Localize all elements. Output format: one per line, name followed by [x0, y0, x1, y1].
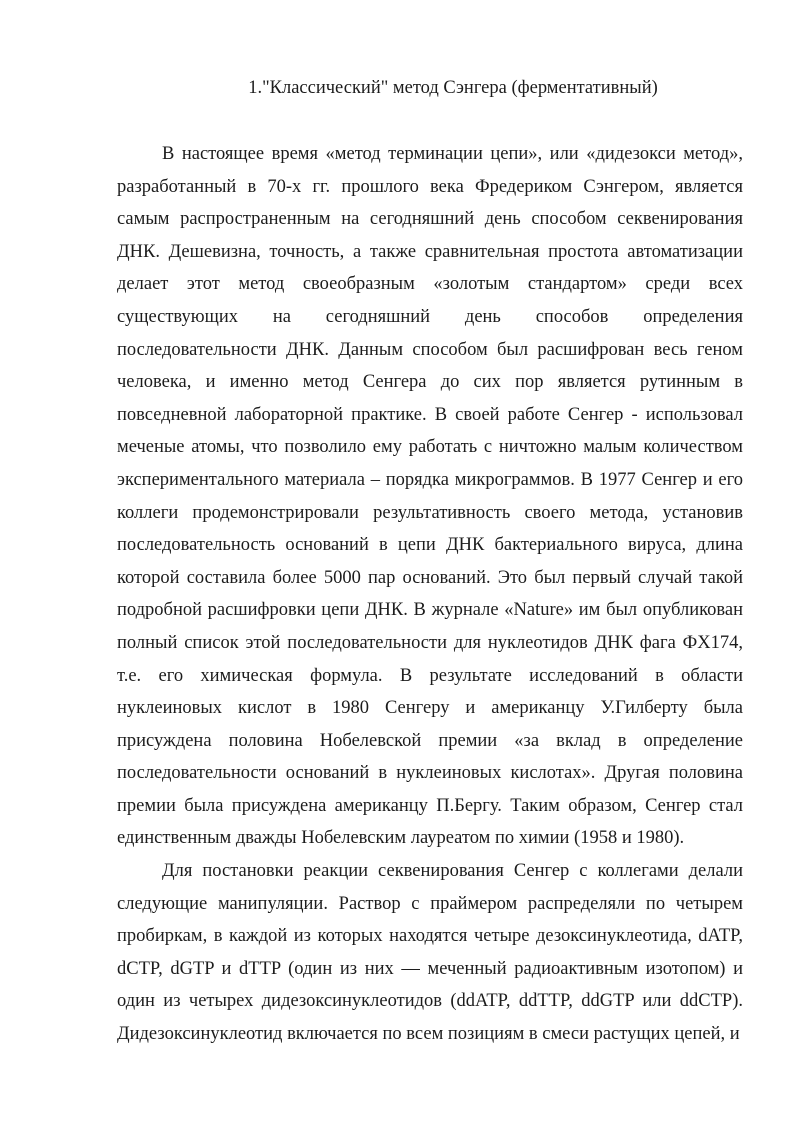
paragraph-sanger-history: В настоящее время «метод терминации цепи», или «дидезокси метод», разработанный в 70-х гг. прошлого века Фредериком Сэнгером, является самым распространенным на сегодняшний день способом секвенирования ДНК. Дешевизна, точность, а также сравнительная простота автоматизации делает этот метод своеобразным «золотым стандартом» среди всех существующих на сегодняшний день способов определения последовательности ДНК. Данным способом был расшифрован весь геном человека, и именно метод Сенгера до сих пор является рутинным в повседневной лабораторной практике. В своей работе Сенгер - использовал меченые атомы, что позволило ему работать с ничтожно малым количеством экспериментального материала – порядка микрограммов. В 1977 Сенгер и его коллеги продемонстрировали результативность своего метода, установив последовательность оснований в цепи ДНК бактериального вируса, длина которой составила более 5000 пар оснований. Это был первый случай такой подробной расшифровки цепи ДНК. В журнале «Nature» им был опубликован полный список этой последовательности для нуклеотидов ДНК фага ФХ174, т.е. его химическая формула. В результате исследований в области нуклеиновых кислот в 1980 Сенгеру и американцу У.Гилберту была присуждена половина Нобелевской премии «за вклад в определение последовательности оснований в нуклеиновых кислотах». Другая половина премии была присуждена американцу П.Бергу. Таким образом, Сенгер стал единственным дважды Нобелевским лауреатом по химии (1958 и 1980). — [117, 144, 743, 849]
section-heading: 1."Классический" метод Сэнгера (ферментативный) — [248, 78, 658, 98]
paragraph-sequencing-procedure: Для постановки реакции секвенирования Сенгер с коллегами делали следующие манипуляции. Раствор с праймером распределяли по четырем пробиркам, в каждой из которых находятся четыре дезоксинуклеотида, dATP, dCTP, dGTP и dTTP (один из них — меченный радиоактивным изотопом) и один из четырех дидезоксинуклеотидов (ddATP, ddTTP, ddGTP или ddCTP). Дидезоксинуклеотид включается по всем позициям в смеси растущих цепей, и — [117, 861, 743, 1045]
body-text — [117, 138, 743, 1051]
